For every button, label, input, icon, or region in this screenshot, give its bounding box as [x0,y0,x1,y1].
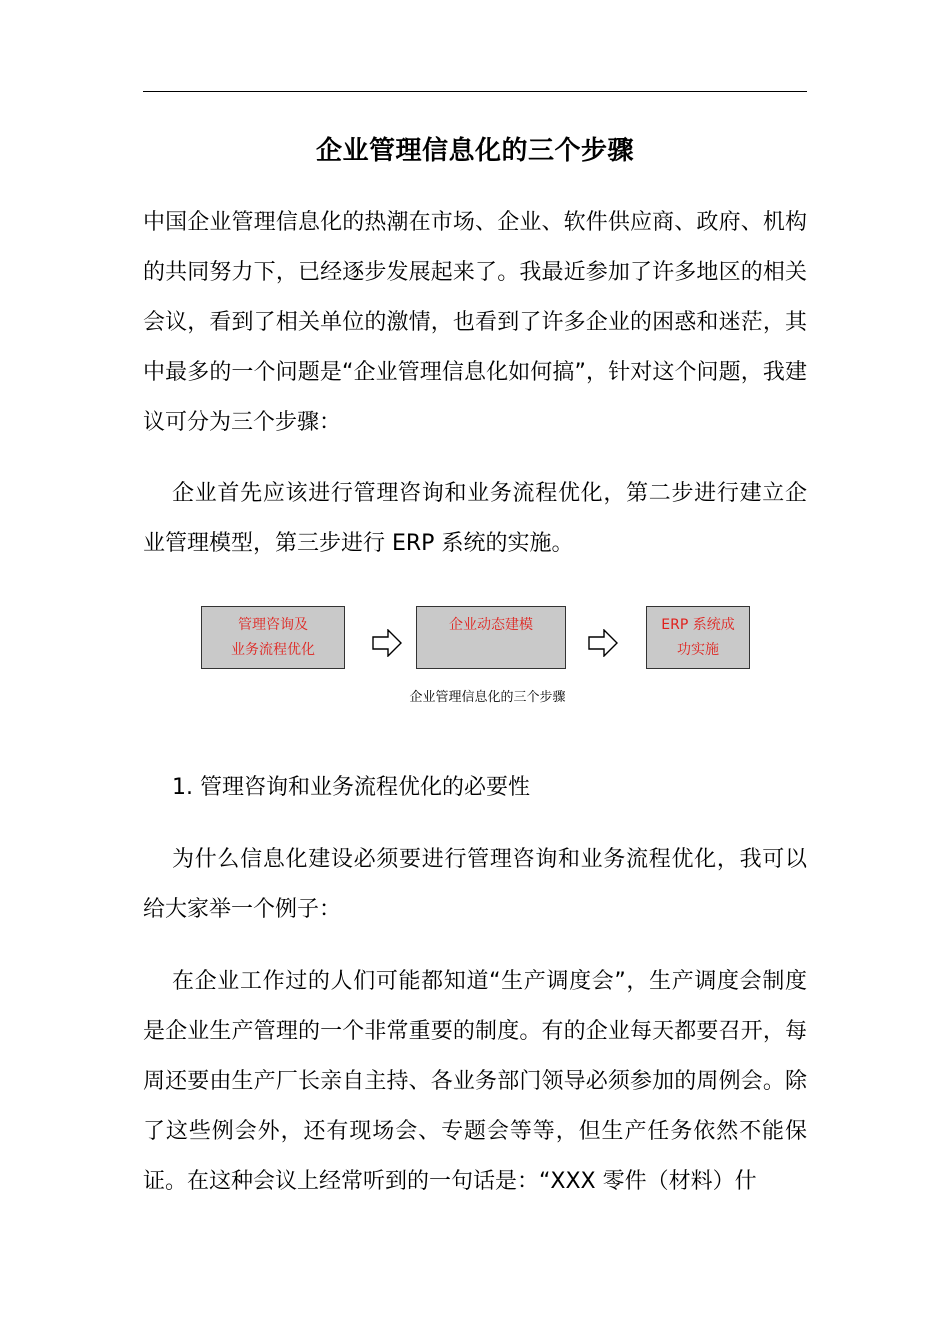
why-paragraph: 为什么信息化建设必须要进行管理咨询和业务流程优化，我可以给大家举一个例子： [143,847,807,922]
flow-step-erp-line1: ERP 系统成 [661,617,735,633]
flow-step-modeling-line1: 企业动态建模 [449,617,533,633]
right-arrow-icon [372,629,402,657]
flow-step-consulting-line2: 业务流程优化 [231,642,315,658]
right-arrow-icon [588,629,618,657]
flow-step-erp-line2: 功实施 [677,642,719,658]
header-rule [143,91,807,92]
flow-step-erp [646,606,750,669]
flow-step-consulting-line1: 管理咨询及 [238,617,308,633]
page-title: 企业管理信息化的三个步骤 [315,136,634,166]
steps-summary-paragraph: 企业首先应该进行管理咨询和业务流程优化，第二步进行建立企业管理模型，第三步进行 ERP 系统的实施。 [143,481,807,556]
flow-step-consulting [201,606,345,669]
section-heading: 1. 管理咨询和业务流程优化的必要性 [172,775,530,800]
flow-step-modeling [416,606,566,669]
example-paragraph: 在企业工作过的人们可能都知道“生产调度会”，生产调度会制度是企业生产管理的一个非常重要的制度。有的企业每天都要召开，每周还要由生产厂长亲自主持、各业务部门领导必须参加的周例会。除了这些例会外，还有现场会、专题会等等，但生产任务依然不能保证。在这种会议上经常听到的一句话是：“XXX 零件（材料）什 [143,969,807,1194]
flow-diagram-caption: 企业管理信息化的三个步骤 [409,690,566,705]
intro-paragraph: 中国企业管理信息化的热潮在市场、企业、软件供应商、政府、机构的共同努力下，已经逐步发展起来了。我最近参加了许多地区的相关会议，看到了相关单位的激情，也看到了许多企业的困惑和迷茫，其中最多的一个问题是“企业管理信息化如何搞”，针对这个问题，我建议可分为三个步骤： [143,210,807,435]
